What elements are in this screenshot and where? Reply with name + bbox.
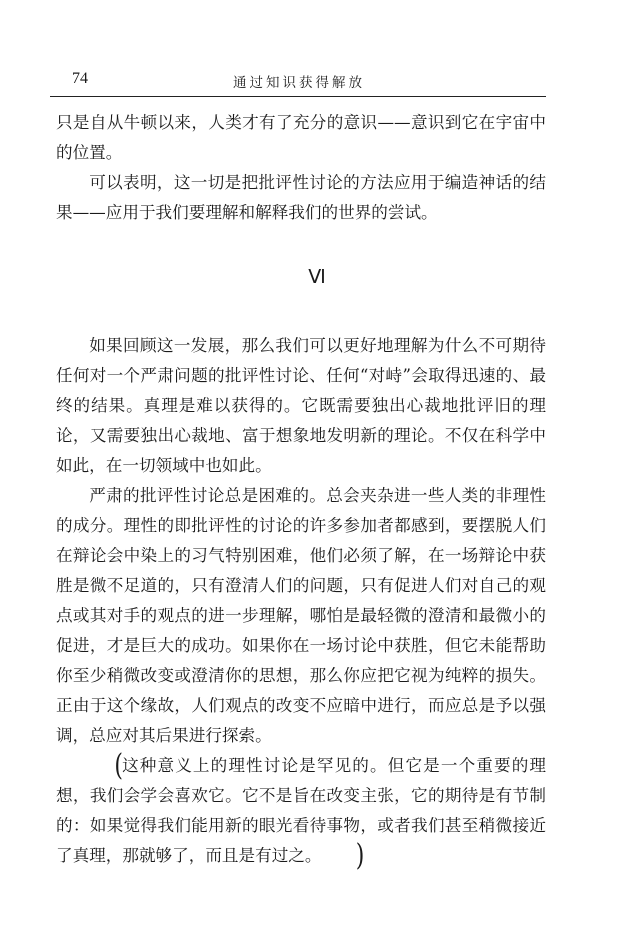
text-block-after-heading bbox=[56, 331, 546, 874]
running-title: 通过知识获得解放 bbox=[233, 75, 365, 91]
paragraph: 如果回顾这一发展，那么我们可以更好地理解为什么不可期待任何对一个严肃问题的批评性讨论、任何“对峙”会取得迅速的、最终的结果。真理是难以获得的。它既需要独出心裁地批评旧的理论，又需要独出心裁地、富于想象地发明新的理论。不仅在科学中如此，在一切领域中也如此。 bbox=[56, 336, 546, 475]
page-header bbox=[52, 68, 546, 92]
section-heading: Ⅵ bbox=[308, 267, 327, 288]
bracketed-paragraph-text: 这种意义上的理性讨论是罕见的。但它是一个重要的理想，我们会学会喜欢它。它不是旨在改变主张，它的期待是有节制的：如果觉得我们能用新的眼光看待事物，或者我们甚至稍微接近了真理，那就够了，而且是有过之。 bbox=[56, 756, 546, 865]
paragraph: 严肃的批评性讨论总是困难的。总会夹杂进一些人类的非理性的成分。理性的即批评性的讨论的许多参加者都感到，要摆脱人们在辩论会中染上的习气特别困难，他们必须了解，在一场辩论中获胜是微不足道的，只有澄清人们的问题，只有促进人们对自己的观点或其对手的观点的进一步理解，哪怕是最轻微的澄清和最微小的促进，才是巨大的成功。如果你在一场讨论中获胜，但它未能帮助你至少稍微改变或澄清你的思想，那么你应把它视为纯粹的损失。正由于这个缘故，人们观点的改变不应暗中进行，而应总是予以强调，总应对其后果进行探索。 bbox=[56, 486, 546, 745]
bracketed-paragraph: (这种意义上的理性讨论是罕见的。但它是一个重要的理想，我们会学会喜欢它。它不是旨在改变主张，它的期待是有节制的：如果觉得我们能用新的眼光看待事物，或者我们甚至稍微接近了真理，那就够了，而且是有过之。 ) bbox=[56, 749, 546, 874]
header-rule bbox=[50, 96, 546, 97]
text-block-before-heading bbox=[56, 108, 546, 228]
paragraph: 只是自从牛顿以来，人类才有了充分的意识——意识到它在宇宙中的位置。 bbox=[56, 113, 546, 162]
page-number: 74 bbox=[72, 70, 88, 87]
paragraph: 可以表明，这一切是把批评性讨论的方法应用于编造神话的结果——应用于我们要理解和解释我们的世界的尝试。 bbox=[56, 173, 546, 222]
